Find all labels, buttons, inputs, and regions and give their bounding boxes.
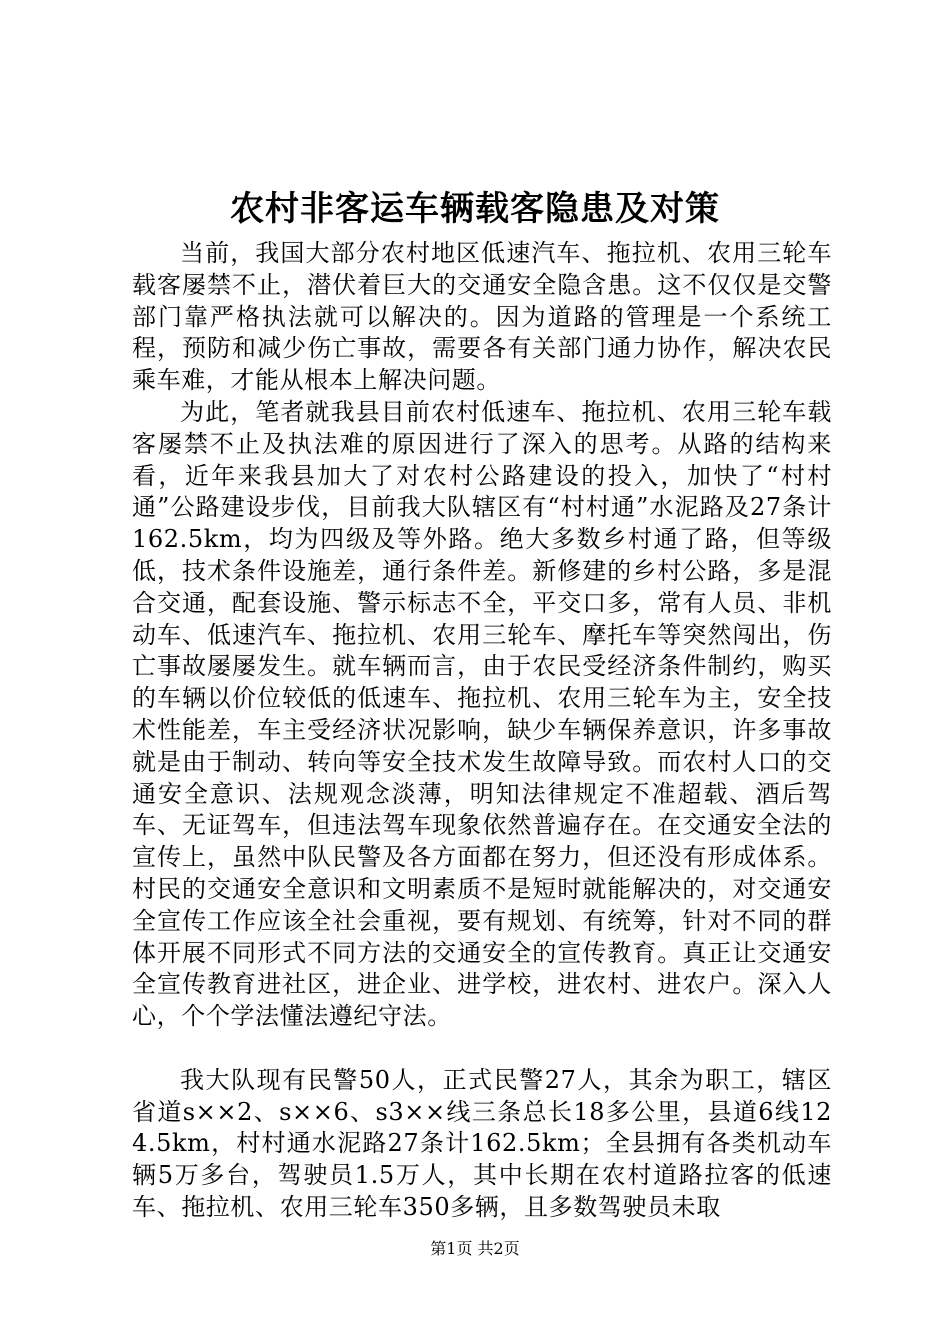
paragraph-analysis: 为此，笔者就我县目前农村低速车、拖拉机、农用三轮车载客屡禁不止及执法难的原因进行了深入的思考。从路的结构来看，近年来我县加大了对农村公路建设的投入，加快了“村村通”公路建设步伐，目前我大队辖区有“村村通”水泥路及27条计162.5km，均为四级及等外路。绝大多数乡村通了路，但等级低，技术条件设施差，通行条件差。新修建的乡村公路，多是混合交通，配套设施、警示标志不全，平交口多，常有人员、非机动车、低速汽车、拖拉机、农用三轮车、摩托车等突然闯出，伤亡事故屡屡发生。就车辆而言，由于农民受经济条件制约，购买的车辆以价位较低的低速车、拖拉机、农用三轮车为主，安全技术性能差，车主受经济状况影响，缺少车辆保养意识，许多事故就是由于制动、转向等安全技术发生故障导致。而农村人口的交通安全意识、法规观念淡薄，明知法律规定不准超载、酒后驾车、无证驾车，但违法驾车现象依然普遍存在。在交通安全法的宣传上，虽然中队民警及各方面都在努力，但还没有形成体系。村民的交通安全意识和文明素质不是短时就能解决的，对交通安全宣传工作应该全社会重视，要有规划、有统筹，针对不同的群体开展不同形式不同方法的交通安全的宣传教育。真正让交通安全宣传教育进社区，进企业、进学校，进农村、进农户。深入人心，个个学法懂法遵纪守法。 [132, 397, 832, 1031]
document-body [132, 238, 832, 1224]
document-title: 农村非客运车辆载客隐患及对策 [230, 189, 720, 229]
paragraph-brigade-stats: 我大队现有民警50人，正式民警27人，其余为职工，辖区省道s××2、s××6、s3××线三条总长18多公里，县道6线124.5km，村村通水泥路27条计162.5km；全县拥有各类机动车辆5万多台，驾驶员1.5万人，其中长期在农村道路拉客的低速车、拖拉机、农用三轮车350多辆，且多数驾驶员未取 [132, 1065, 832, 1221]
paragraph-intro: 当前，我国大部分农村地区低速汽车、拖拉机、农用三轮车载客屡禁不止，潜伏着巨大的交通安全隐含患。这不仅仅是交警部门靠严格执法就可以解决的。因为道路的管理是一个系统工程，预防和减少伤亡事故，需要各有关部门通力协作，解决农民乘车难，才能从根本上解决问题。 [132, 239, 832, 395]
page-footer: 第1页 共2页 [430, 1239, 520, 1258]
